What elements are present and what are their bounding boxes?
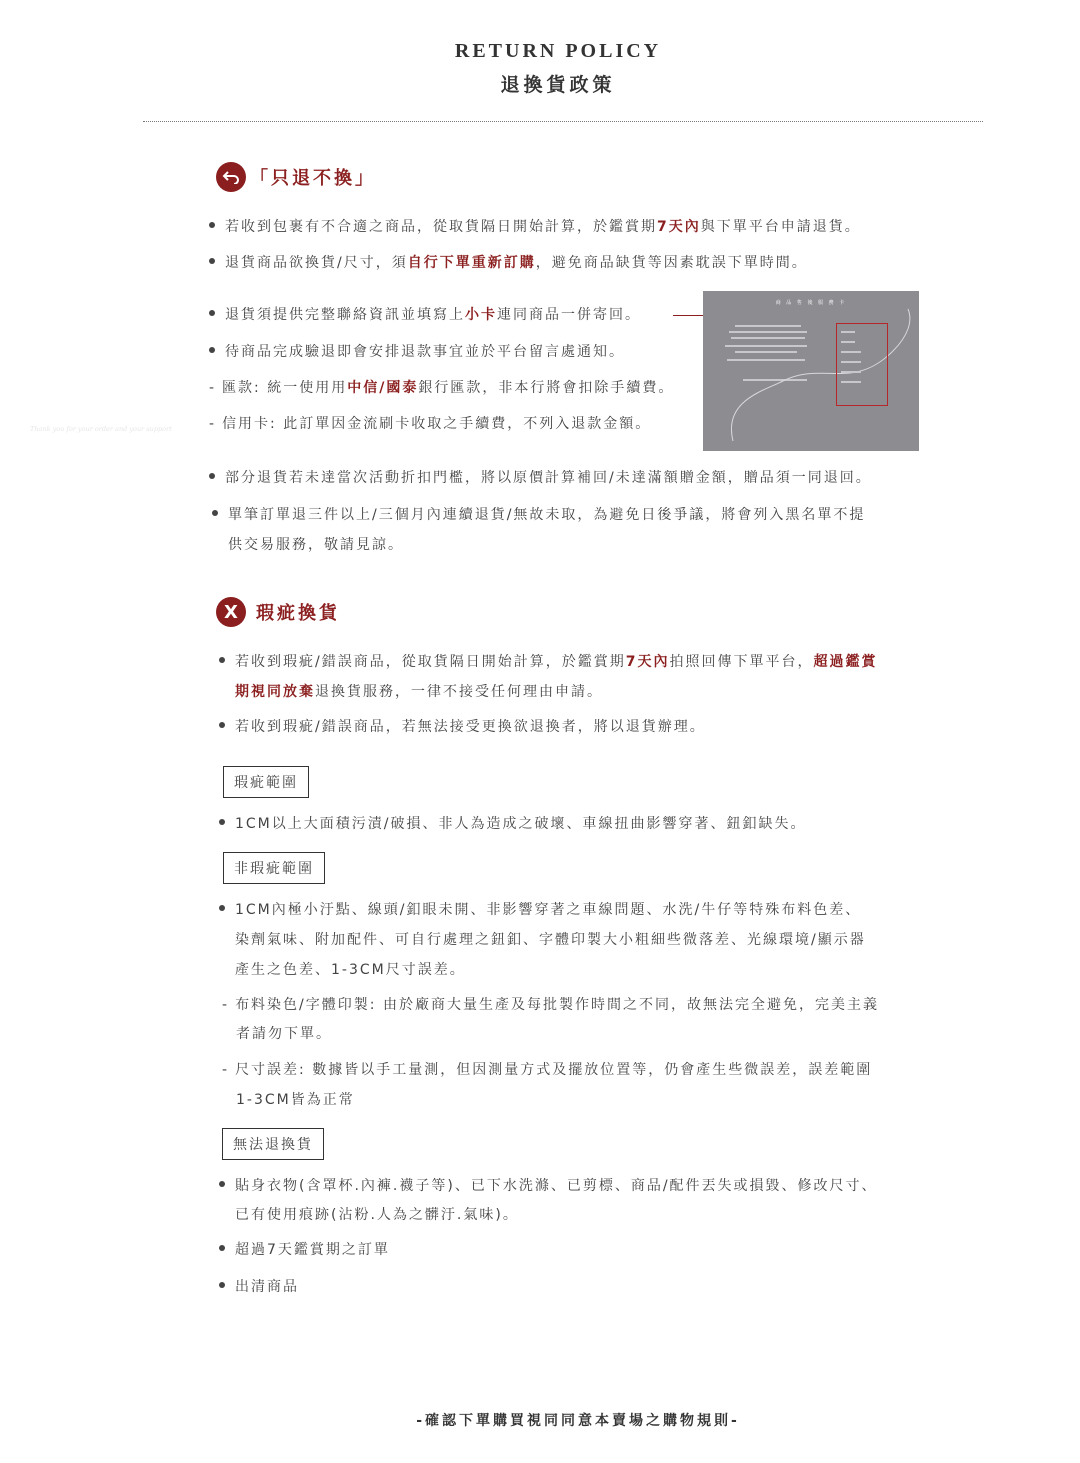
list-item: 1CM以上大面積污漬/破損、非人為造成之破壞、車線扭曲影響穿著、鈕釦缺失。 <box>219 814 806 834</box>
list-item-continued: 染劑氣味、附加配件、可自行處理之鈕釦、字體印製大小粗細些微落差、光線環境/顯示器 <box>235 932 866 948</box>
list-item-continued: 已有使用痕跡(沾粉.人為之髒汙.氣味)。 <box>235 1207 519 1223</box>
list-item: 退貨商品欲換貨/尺寸，須自行下單重新訂購，避免商品缺貨等因素耽誤下單時間。 <box>209 253 808 273</box>
card-highlight-box <box>836 323 888 406</box>
list-item: 若收到瑕疵/錯誤商品，從取貨隔日開始計算，於鑑賞期7天內拍照回傳下單平台，超過鑑賞 <box>219 652 877 672</box>
title-chinese: 退換貨政策 <box>500 74 616 96</box>
title-english: RETURN POLICY <box>454 40 662 62</box>
list-item: 單筆訂單退三件以上/三個月內連續退貨/無故未取，為避免日後爭議，將會列入黑名單不提 <box>212 505 865 525</box>
x-icon: X <box>216 597 246 627</box>
list-item: 1CM內極小汙點、線頭/釦眼未開、非影響穿著之車線問題、水洗/牛仔等特殊布料色差、 <box>219 900 861 920</box>
list-item: - 布料染色/字體印製: 由於廠商大量生產及每批製作時間之不同，故無法完全避免，完美主義 <box>222 997 879 1013</box>
tag-non-defect-range: 非瑕疵範圍 <box>223 852 325 884</box>
list-item: 部分退貨若未達當次活動折扣門檻，將以原價計算補回/未達滿額贈金額，贈品須一同退回。 <box>209 468 872 488</box>
list-item: 出清商品 <box>219 1277 299 1297</box>
section-title-defect: 瑕疵換貨 <box>256 603 340 624</box>
dotted-divider <box>143 121 983 122</box>
list-item: 退貨須提供完整聯絡資訊並填寫上小卡連同商品一併寄回。 <box>209 305 641 325</box>
tag-defect-range: 瑕疵範圍 <box>223 766 309 798</box>
list-item: - 尺寸誤差: 數據皆以手工量測，但因測量方式及擺放位置等，仍會產生些微誤差，誤差範圍 <box>222 1062 873 1078</box>
card-signature: Thank you for your order and your support <box>30 425 172 433</box>
list-item-continued: 1-3CM皆為正常 <box>236 1092 355 1108</box>
list-item: 若收到包裹有不合適之商品，從取貨隔日開始計算，於鑑賞期7天內與下單平台申請退貨。 <box>209 217 861 237</box>
list-item-continued: 供交易服務，敬請見諒。 <box>228 537 404 553</box>
tag-non-returnable: 無法退換貨 <box>222 1128 324 1160</box>
section-return-only-header <box>216 162 376 192</box>
footer-note: -確認下單購買視同同意本賣場之購物規則- <box>416 1413 740 1429</box>
list-item-continued: 期視同放棄退換貨服務，一律不接受任何理由申請。 <box>235 684 603 700</box>
list-item-continued: 產生之色差、1-3CM尺寸誤差。 <box>235 962 466 978</box>
list-item: - 信用卡: 此訂單因金流刷卡收取之手續費，不列入退款金額。 <box>209 416 652 432</box>
list-item: 若收到瑕疵/錯誤商品，若無法接受更換欲退換者，將以退貨辦理。 <box>219 717 706 737</box>
list-item: 待商品完成驗退即會安排退款事宜並於平台留言處通知。 <box>209 342 625 362</box>
list-item: 貼身衣物(含罩杯.內褲.襪子等)、已下水洗滌、已剪標、商品/配件丟失或損毀、修改尺寸、 <box>219 1176 878 1196</box>
list-item-continued: 者請勿下單。 <box>236 1026 332 1042</box>
card-title: 商 品 售 後 服 務 卡 <box>775 300 847 306</box>
list-item: 超過7天鑑賞期之訂單 <box>219 1240 390 1260</box>
section-defect-header <box>216 597 340 627</box>
return-arrow-icon <box>216 162 246 192</box>
list-item: - 匯款: 統一使用用中信/國泰銀行匯款，非本行將會扣除手續費。 <box>209 380 675 396</box>
section-title-return-only: 「只退不換」 <box>250 168 376 189</box>
